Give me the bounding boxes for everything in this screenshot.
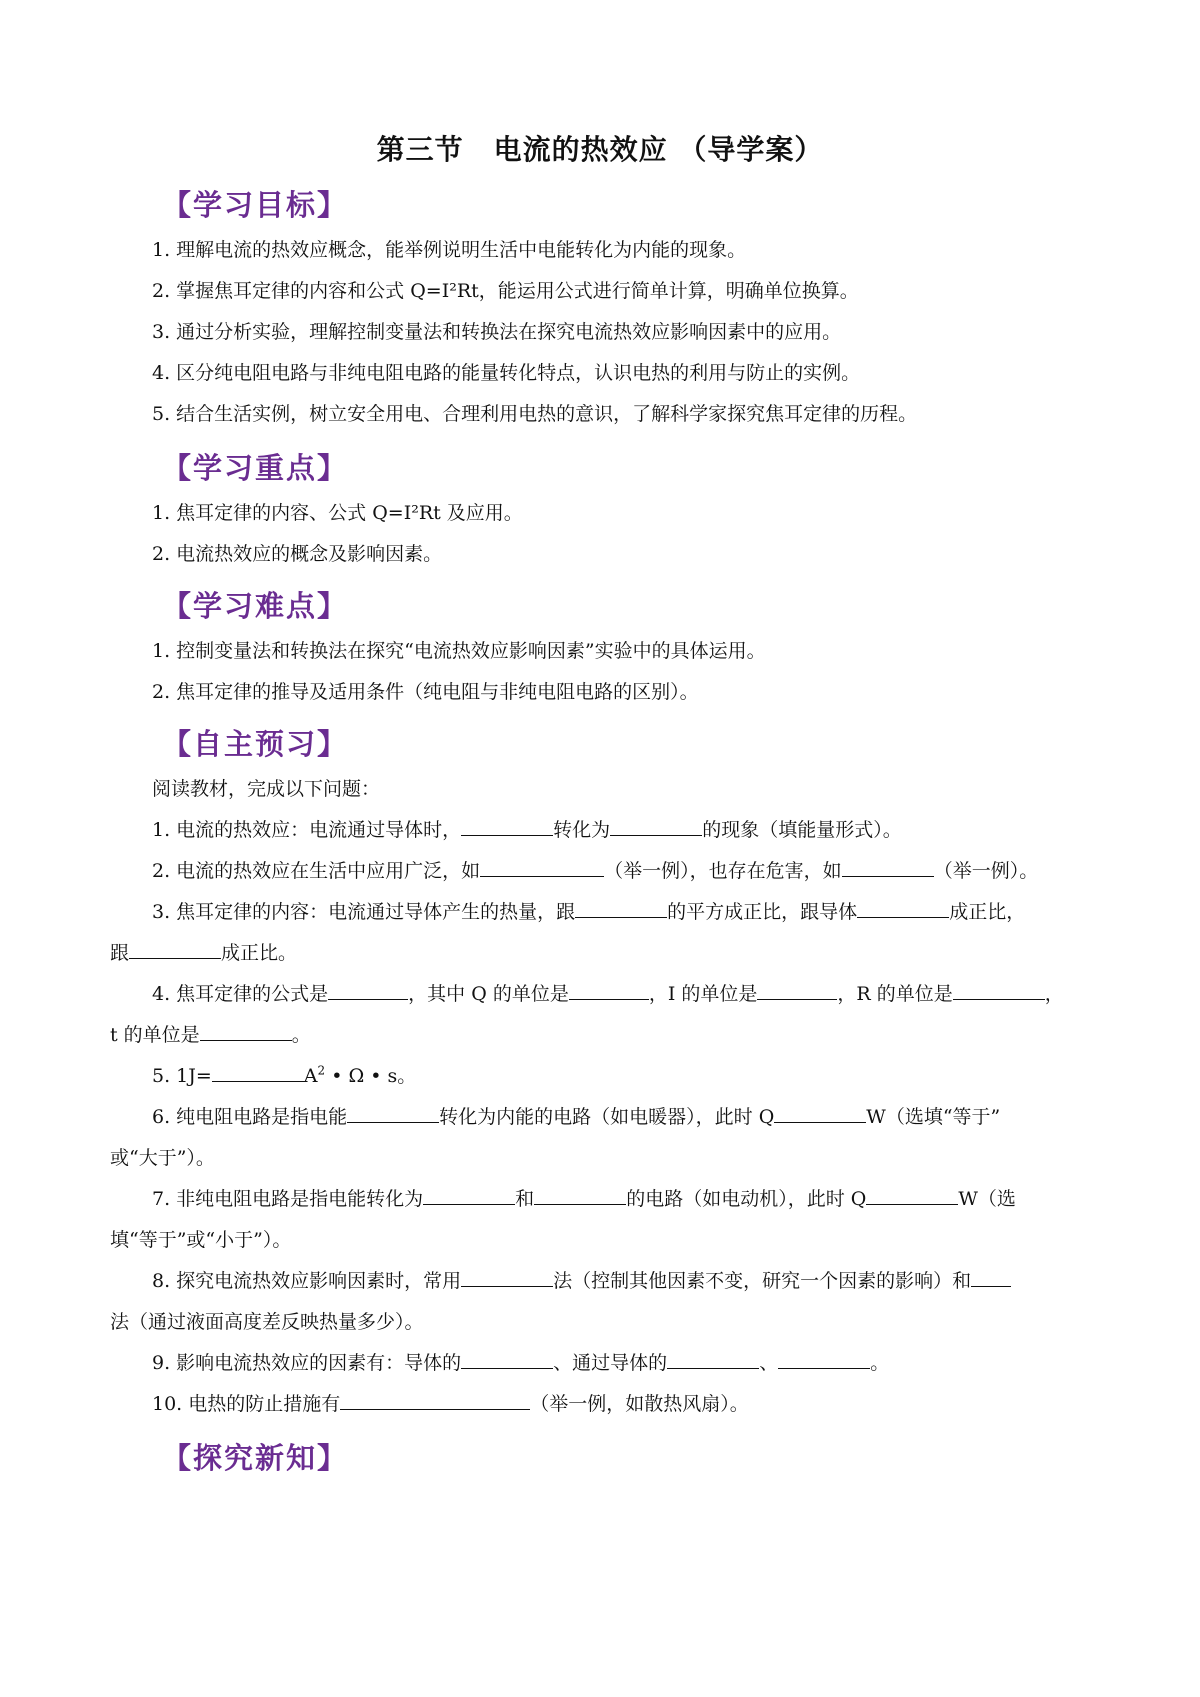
- title-part2: 电流的热效应 （导学案）: [493, 133, 824, 166]
- fill-blank[interactable]: [569, 981, 649, 1000]
- key-point-item: 1. 焦耳定律的内容、公式 Q=I²Rt 及应用。: [152, 502, 523, 524]
- fill-blank[interactable]: [610, 817, 702, 836]
- section-heading-preview: 【自主预习】: [162, 727, 349, 761]
- fill-blank[interactable]: [461, 1350, 553, 1369]
- objective-item: 1. 理解电流的热效应概念，能举例说明生活中电能转化为内能的现象。: [152, 239, 747, 261]
- fill-blank[interactable]: [757, 981, 837, 1000]
- fill-blank[interactable]: [129, 940, 221, 959]
- question-8-cont: 法（通过液面高度差反映热量多少）。: [110, 1311, 424, 1333]
- question-7-cont: 填“等于”或“小于”）。: [110, 1229, 292, 1251]
- fill-blank[interactable]: [857, 899, 949, 918]
- fill-blank[interactable]: [842, 858, 934, 877]
- question-4-cont: t 的单位是 。: [110, 1024, 311, 1046]
- fill-blank[interactable]: [461, 817, 553, 836]
- objective-item: 5. 结合生活实例，树立安全用电、合理利用电热的意识，了解科学家探究焦耳定律的历程。: [152, 403, 918, 425]
- section-heading-key-points: 【学习重点】: [162, 451, 349, 485]
- objective-item: 4. 区分纯电阻电路与非纯电阻电路的能量转化特点，认识电热的利用与防止的实例。: [152, 362, 861, 384]
- fill-blank[interactable]: [480, 858, 604, 877]
- fill-blank[interactable]: [340, 1391, 530, 1410]
- fill-blank[interactable]: [200, 1022, 292, 1041]
- question-8: 8. 探究电流热效应影响因素时，常用 法（控制其他因素不变，研究一个因素的影响）和: [152, 1268, 1011, 1294]
- key-point-item: 2. 电流热效应的概念及影响因素。: [152, 543, 443, 565]
- question-1: 1. 电流的热效应：电流通过导体时， 转化为 的现象（填能量形式）。: [152, 819, 902, 841]
- question-5: 5. $1J= A^2$ • Ω • s。: [152, 1063, 417, 1087]
- question-6: 6. 纯电阻电路是指电能 转化为内能的电路（如电暖器），此时 Q W（选填“等于”: [152, 1106, 1001, 1128]
- fill-blank[interactable]: [953, 981, 1045, 1000]
- question-4: 4. 焦耳定律的公式是 ，其中 Q 的单位是 ，I 的单位是 ，R 的单位是 ，: [152, 983, 1064, 1005]
- question-7: 7. 非纯电阻电路是指电能转化为 和 的电路（如电动机），此时 Q W（选: [152, 1188, 1016, 1210]
- section-heading-explore: 【探究新知】: [162, 1441, 349, 1475]
- question-3-cont: 跟 成正比。: [110, 942, 298, 964]
- question-2: 2. 电流的热效应在生活中应用广泛，如 （举一例），也存在危害，如 （举一例）。: [152, 860, 1039, 882]
- question-6-cont: 或“大于”）。: [110, 1147, 215, 1169]
- fill-blank[interactable]: [778, 1350, 870, 1369]
- preview-intro: 阅读教材，完成以下问题：: [152, 778, 381, 800]
- fill-blank[interactable]: [347, 1104, 439, 1123]
- fill-blank[interactable]: [534, 1186, 626, 1205]
- fill-blank[interactable]: [423, 1186, 515, 1205]
- difficulty-item: 2. 焦耳定律的推导及适用条件（纯电阻与非纯电阻电路的区别）。: [152, 681, 699, 703]
- fill-blank[interactable]: [328, 981, 408, 1000]
- fill-blank[interactable]: [971, 1268, 1011, 1287]
- objective-item: 3. 通过分析实验，理解控制变量法和转换法在探究电流热效应影响因素中的应用。: [152, 321, 842, 343]
- fill-blank[interactable]: [575, 899, 667, 918]
- fill-blank[interactable]: [866, 1186, 958, 1205]
- question-10: 10. 电热的防止措施有 （举一例，如散热风扇）。: [152, 1393, 749, 1415]
- question-3: 3. 焦耳定律的内容：电流通过导体产生的热量，跟 的平方成正比，跟导体 成正比，: [152, 901, 1026, 923]
- fill-blank[interactable]: [212, 1063, 304, 1082]
- section-heading-difficulties: 【学习难点】: [162, 589, 349, 623]
- fill-blank[interactable]: [667, 1350, 759, 1369]
- page-title: [0, 128, 1200, 168]
- title-part1: 第三节: [376, 133, 464, 166]
- fill-blank[interactable]: [774, 1104, 866, 1123]
- question-9: 9. 影响电流热效应的因素有：导体的 、通过导体的 、 。: [152, 1352, 890, 1374]
- fill-blank[interactable]: [461, 1268, 553, 1287]
- difficulty-item: 1. 控制变量法和转换法在探究“电流热效应影响因素”实验中的具体运用。: [152, 640, 766, 662]
- section-heading-objectives: 【学习目标】: [162, 188, 349, 222]
- objective-item: 2. 掌握焦耳定律的内容和公式 Q=I²Rt，能运用公式进行简单计算，明确单位换算。: [152, 280, 859, 302]
